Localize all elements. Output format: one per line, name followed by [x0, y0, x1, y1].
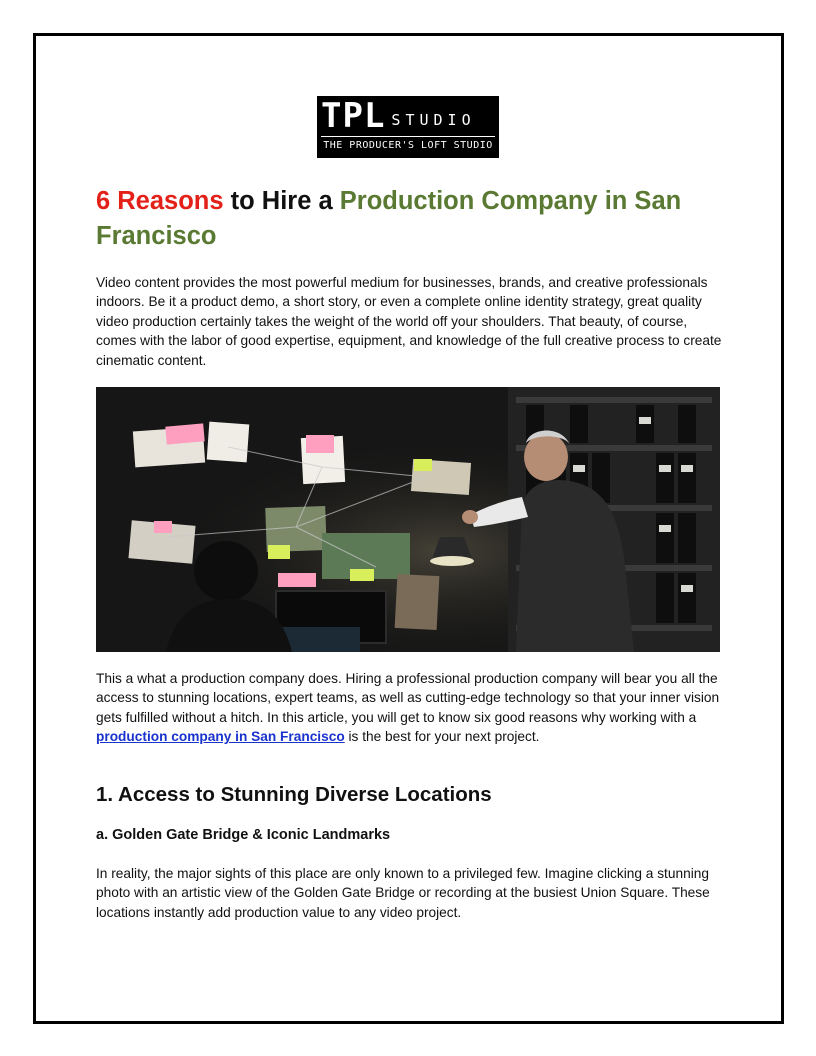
logo-divider	[321, 136, 495, 137]
title-highlight-green: Production Company in San Francisco	[96, 187, 682, 250]
tpl-studio-logo	[317, 96, 499, 158]
title-middle: to Hire a	[223, 187, 340, 215]
section-paragraph: In reality, the major sights of this place are only known to a privileged few. Imagine clicking a stunning photo with an artistic view of the Golden Gate Bridge or recording at the busiest Union Square. These locations instantly add production value to any video project.	[96, 866, 710, 920]
logo-brand: TPL	[321, 96, 386, 136]
body-text-after-link: is the best for your next project.	[344, 729, 540, 745]
article-title	[96, 184, 736, 254]
intro-paragraph: Video content provides the most powerful medium for businesses, brands, and creative professionals indoors. Be it a product demo, a short story, or even a complete online identity strategy, great quality video production certainly takes the weight of the world off your shoulders. That beauty, of course, comes with the labor of good expertise, equipment, and knowledge of the full creative process to create cinematic content.	[96, 275, 722, 368]
section-subheading: a. Golden Gate Bridge & Iconic Landmarks	[96, 827, 391, 843]
logo-tagline: THE PRODUCER'S LOFT STUDIO	[323, 140, 493, 151]
body-paragraph	[96, 669, 726, 747]
hero-image	[96, 387, 720, 652]
body-text-before-link: This a what a production company does. Hiring a professional production company will bear you all the access to stunning locations, expert teams, as well as cutting-edge technology so that your inner vision gets fulfilled without a hitch. In this article, you will get to know six good reasons why working with a	[96, 671, 720, 725]
logo-word: STUDIO	[391, 111, 476, 129]
section-heading: 1. Access to Stunning Diverse Locations	[96, 783, 492, 806]
production-company-link[interactable]: production company in San Francisco	[96, 729, 345, 745]
title-highlight-red: 6 Reasons	[96, 187, 224, 215]
